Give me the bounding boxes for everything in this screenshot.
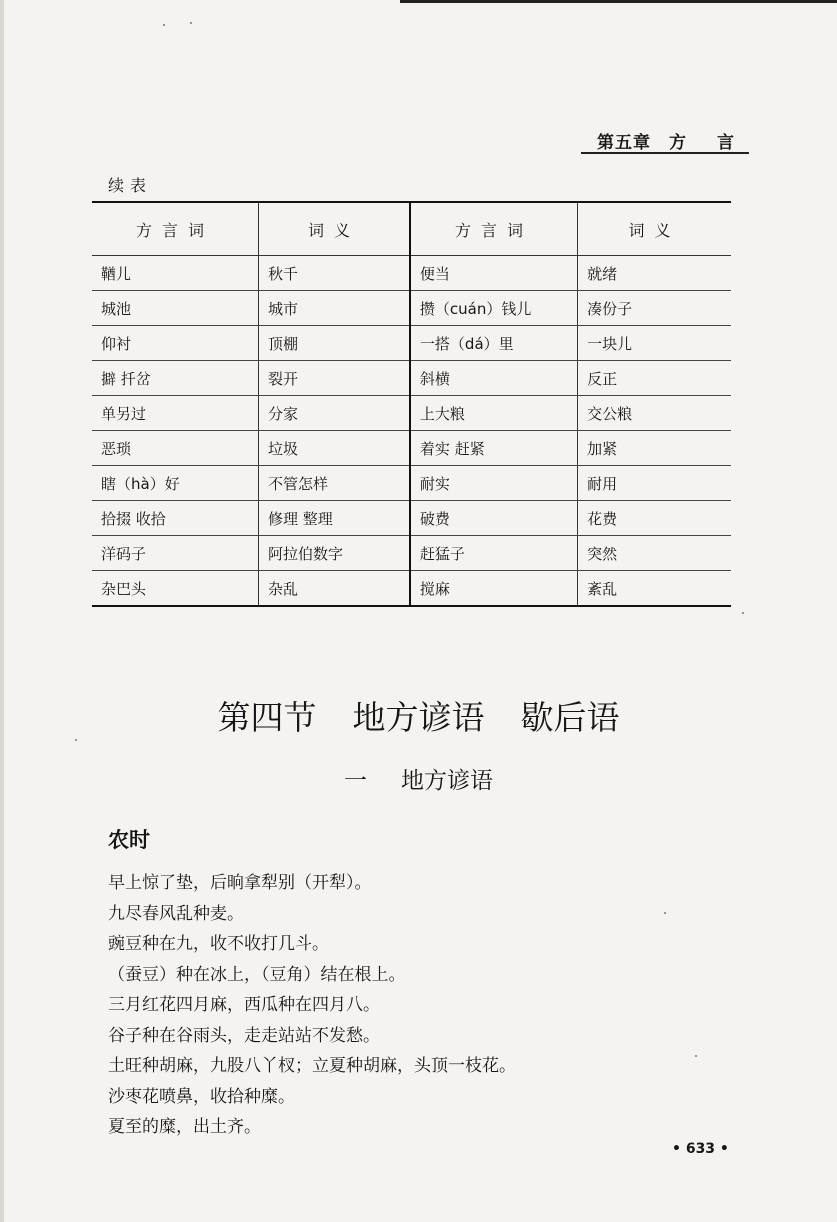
list-item: 早上惊了垫，后晌拿犁别（开犁）。 — [108, 873, 372, 893]
section-title-part-2: 歇后语 — [520, 698, 620, 737]
column-header-meaning: 词义 — [578, 202, 731, 256]
list-item: 沙枣花喷鼻，收拾种糜。 — [108, 1086, 295, 1107]
table-cell: 着实 赶紧 — [410, 431, 578, 466]
table-cell: 攒（cuán）钱儿 — [410, 291, 578, 326]
list-item: 土旺种胡麻，九股八丫杈；立夏种胡麻，头顶一枝花。 — [108, 1056, 516, 1076]
table-cell: 城市 — [259, 291, 410, 326]
section-heading — [0, 692, 837, 739]
table-cell: 赶猛子 — [410, 536, 578, 571]
table-row — [92, 396, 731, 431]
table-cell: 阿拉伯数字 — [259, 536, 410, 571]
table-cell: 耐实 — [410, 466, 578, 501]
table-cell: 一搭（dá）里 — [410, 326, 578, 361]
table-cell: 一块儿 — [578, 326, 731, 361]
table-cell: 破费 — [410, 501, 578, 536]
subsection-heading — [0, 762, 837, 795]
table-cell: 杂巴头 — [92, 571, 259, 607]
table-cell: 紊乱 — [587, 579, 618, 598]
table-cell: 秋千 — [259, 256, 410, 291]
table-row — [92, 361, 731, 396]
page-number: • 633 • — [672, 1141, 729, 1157]
subsection-number: 一 — [344, 768, 367, 794]
table-cell: 突然 — [578, 536, 731, 571]
scan-speck — [742, 612, 744, 614]
top-border-rule — [400, 0, 837, 3]
column-header-meaning: 词义 — [259, 202, 410, 256]
table-header-row — [92, 202, 731, 256]
table-cell: 加紧 — [578, 431, 731, 466]
table-cell: 鞧儿 — [92, 256, 259, 291]
list-item: 夏至的糜，出土齐。 — [108, 1117, 261, 1137]
column-header-dialect-word: 方言词 — [410, 202, 578, 256]
category-heading: 农时 — [108, 828, 150, 852]
table-row — [92, 501, 731, 536]
table-cell: 不管怎样 — [259, 466, 410, 501]
table-row — [92, 536, 731, 571]
table-cell: 耐用 — [578, 466, 731, 501]
chapter-title-char-2: 言 — [717, 133, 735, 153]
section-number: 第四节 — [217, 698, 317, 737]
running-header — [581, 128, 749, 154]
table-cell: 反正 — [578, 361, 731, 396]
scan-speck — [695, 1055, 697, 1057]
list-item: 九尽春风乱种麦。 — [108, 903, 244, 924]
table-cell: 顶棚 — [259, 326, 410, 361]
subsection-title: 地方谚语 — [401, 768, 493, 794]
table-row — [92, 571, 731, 607]
scan-speck — [664, 912, 666, 914]
table-cell: 瞎（hà）好 — [92, 466, 259, 501]
table-cell: 城池 — [92, 291, 259, 326]
table-cell: 花费 — [578, 501, 731, 536]
table-cell: 修理 整理 — [259, 501, 410, 536]
chapter-number: 第五章 — [597, 133, 651, 153]
table-cell: 分家 — [259, 396, 410, 431]
table-cell: 仰衬 — [92, 326, 259, 361]
table-cell: 上大粮 — [410, 396, 578, 431]
table-cell: 拾掇 收拾 — [92, 501, 259, 536]
list-item: （蚕豆）种在冰上，（豆角）结在根上。 — [108, 964, 406, 985]
table-cell: 杂乱 — [259, 571, 410, 607]
table-cell: 擗 扦岔 — [92, 361, 259, 396]
table-cell: 裂开 — [259, 361, 410, 396]
table-cell: 搅麻 — [410, 571, 578, 607]
table-cell: 单另过 — [92, 396, 259, 431]
list-item: 三月红花四月麻，西瓜种在四月八。 — [108, 995, 380, 1015]
scan-speck — [190, 22, 192, 24]
table-row — [92, 466, 731, 501]
table-cell: 凑份子 — [578, 291, 731, 326]
section-title-part-1: 地方谚语 — [352, 698, 485, 737]
scan-speck — [163, 24, 165, 26]
column-header-dialect-word: 方言词 — [92, 202, 259, 256]
proverb-list — [108, 871, 748, 1146]
table-row — [92, 291, 731, 326]
table-continued-label: 续表 — [108, 176, 153, 195]
table-row — [92, 326, 731, 361]
table-cell: 便当 — [410, 256, 578, 291]
chapter-title-char-1: 方 — [669, 133, 687, 153]
table-cell: 恶琐 — [92, 431, 259, 466]
list-item: 豌豆种在九，收不收打几斗。 — [108, 934, 329, 954]
table-row — [92, 431, 731, 466]
scan-edge-shadow — [0, 0, 4, 1222]
table-cell: 垃圾 — [259, 431, 410, 466]
table-row — [92, 256, 731, 291]
table-cell: 洋码子 — [92, 536, 259, 571]
dialect-vocabulary-table — [92, 201, 731, 607]
table-cell: 就绪 — [578, 256, 731, 291]
table-cell: 斜横 — [410, 361, 578, 396]
table-cell: 交公粮 — [578, 396, 731, 431]
list-item: 谷子种在谷雨头，走走站站不发愁。 — [108, 1025, 380, 1046]
scan-speck — [75, 739, 77, 741]
